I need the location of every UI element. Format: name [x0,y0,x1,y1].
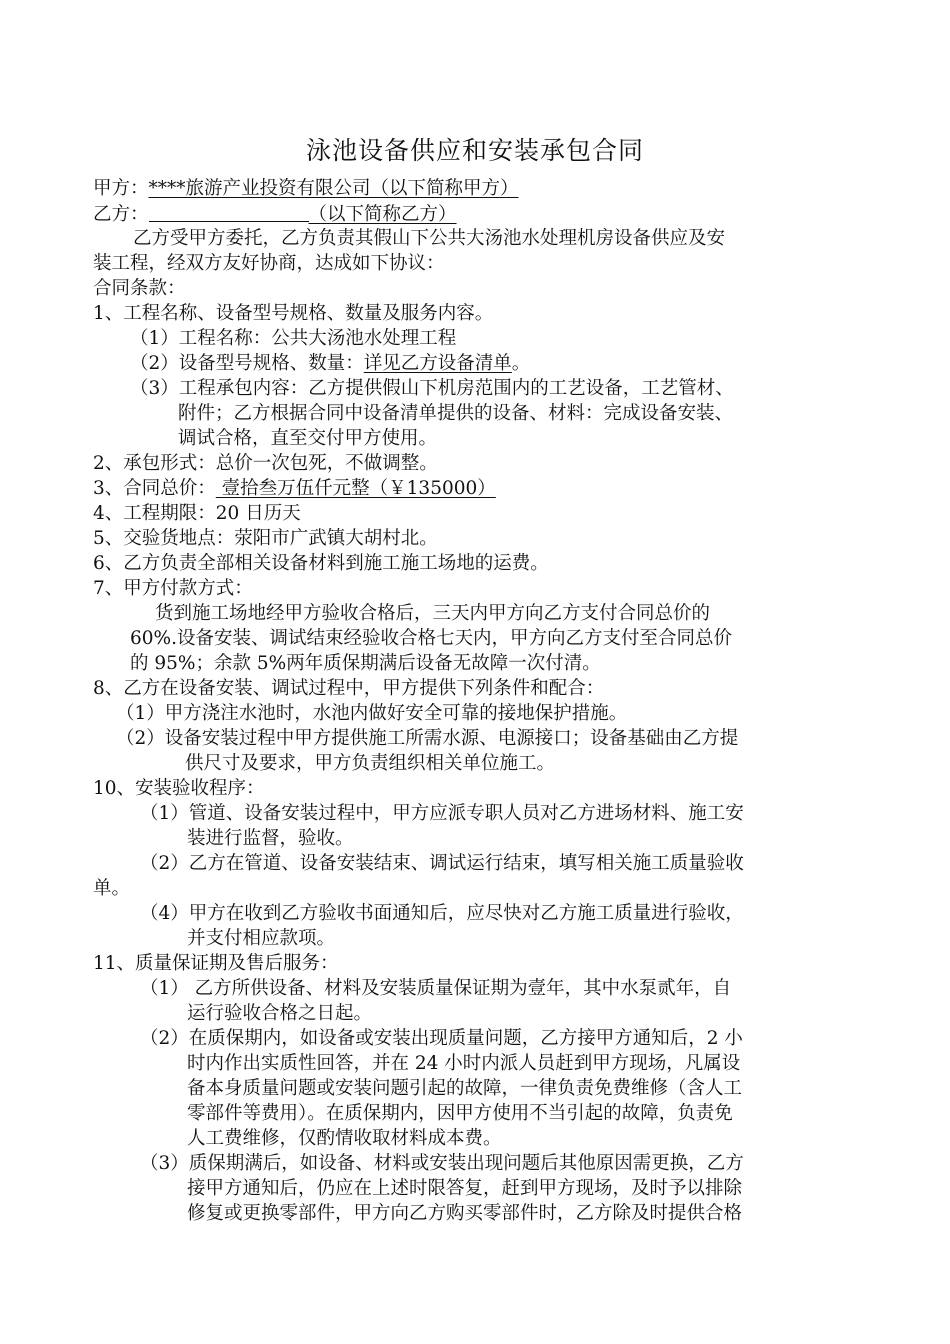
party-b-blank [149,201,309,222]
section-1-item-2: （2）设备型号规格、数量：详见乙方设备清单。 [130,353,531,374]
section-8-heading: 8、乙方在设备安装、调试过程中，甲方提供下列条件和配合： [93,678,605,699]
party-b-name: （以下简称乙方） [149,204,457,225]
section-10-item-4-line-2: 并支付相应款项。 [187,928,336,949]
party-b-label: 乙方： [93,204,149,225]
section-4: 4、工程期限：20 日历天 [93,503,301,524]
section-10-item-1-line-2: 装进行监督，验收。 [187,828,354,849]
party-a-label: 甲方： [93,178,149,199]
section-2: 2、承包形式：总价一次包死，不做调整。 [93,453,438,474]
party-b-line [93,201,862,228]
section-1-item-3-line-3: 调试合格，直至交付甲方使用。 [178,428,438,449]
section-1-item-1: （1）工程名称：公共大汤池水处理工程 [130,328,457,349]
section-11-item-2-line-2: 时内作出实质性回答，并在 24 小时内派人员赶到甲方现场，凡属设 [187,1053,741,1074]
section-8-item-2-line-2: 供尺寸及要求，甲方负责组织相关单位施工。 [185,753,556,774]
intro-line-1: 乙方受甲方委托，乙方负责其假山下公共大汤池水处理机房设备供应及安 [133,228,726,249]
section-5: 5、交验货地点：荥阳市广武镇大胡村北。 [93,528,438,549]
section-6: 6、乙方负责全部相关设备材料到施工施工场地的运费。 [93,553,549,574]
section-7-body-line-1: 货到施工场地经甲方验收合格后，三天内甲方向乙方支付合同总价的 [155,603,711,624]
section-8-item-1: （1）甲方浇注水池时，水池内做好安全可靠的接地保护措施。 [116,703,628,724]
section-1-item-3-line-1: （3）工程承包内容：乙方提供假山下机房范围内的工艺设备，工艺管材、 [130,378,734,399]
section-10-item-2-line-2: 单。 [93,878,131,899]
section-11-item-3-line-2: 接甲方通知后，仍应在上述时限答复，赶到甲方现场，及时予以排除 [187,1178,743,1199]
section-11-item-2-line-5: 人工费维修，仅酌情收取材料成本费。 [187,1128,502,1149]
section-11-item-2-line-3: 备本身质量问题或安装问题引起的故障，一律负责免费维修（含人工 [187,1078,743,1099]
section-7-heading: 7、甲方付款方式： [93,578,253,599]
party-a-line [93,176,862,202]
party-a-name: ****旅游产业投资有限公司（以下简称甲方） [148,178,519,199]
section-10-heading: 10、安装验收程序： [93,778,265,799]
section-7-body-line-3: 的 95%；余款 5%两年质保期满后设备无故障一次付清。 [130,653,601,674]
section-11-item-3-line-3: 修复或更换零部件，甲方向乙方购买零部件时，乙方除及时提供合格 [187,1203,743,1224]
document-title: 泳池设备供应和安装承包合同 [305,136,644,165]
section-1-item-3-line-2: 附件；乙方根据合同中设备清单提供的设备、材料：完成设备安装、 [178,403,734,424]
terms-heading: 合同条款： [93,278,186,299]
intro-line-2: 装工程，经双方友好协商，达成如下协议： [93,253,445,274]
contract-total-value: 壹拾叁万伍仟元整（￥135000） [215,478,496,499]
section-11-item-1-line-1: （1） 乙方所供设备、材料及安装质量保证期为壹年，其中水泵贰年，自 [140,978,732,999]
section-1-heading: 1、工程名称、设备型号规格、数量及服务内容。 [93,303,494,324]
equipment-list-reference: 详见乙方设备清单 [363,353,512,374]
section-11-item-1-line-2: 运行验收合格之日起。 [187,1003,373,1024]
section-11-item-2-line-4: 零部件等费用）。在质保期内，因甲方使用不当引起的故障，负责免 [187,1103,733,1124]
section-10-item-4-line-1: （4）甲方在收到乙方验收书面通知后，应尽快对乙方施工质量进行验收， [140,903,744,924]
section-11-item-3-line-1: （3）质保期满后，如设备、材料或安装出现问题后其他原因需更换，乙方 [140,1153,744,1174]
section-3: 3、合同总价： 壹拾叁万伍仟元整（￥135000） [93,478,496,499]
section-8-item-2-line-1: （2）设备安装过程中甲方提供施工所需水源、电源接口；设备基础由乙方提 [116,728,739,749]
section-11-item-2-line-1: （2）在质保期内，如设备或安装出现质量问题，乙方接甲方通知后，2 小 [140,1028,743,1049]
section-10-item-2-line-1: （2）乙方在管道、设备安装结束、调试运行结束，填写相关施工质量验收 [140,853,744,874]
section-10-item-1-line-1: （1）管道、设备安装过程中，甲方应派专职人员对乙方进场材料、施工安 [140,803,744,824]
section-7-body-line-2: 60%.设备安装、调试结束经验收合格七天内，甲方向乙方支付至合同总价 [130,628,733,649]
section-11-heading: 11、质量保证期及售后服务： [93,953,339,974]
